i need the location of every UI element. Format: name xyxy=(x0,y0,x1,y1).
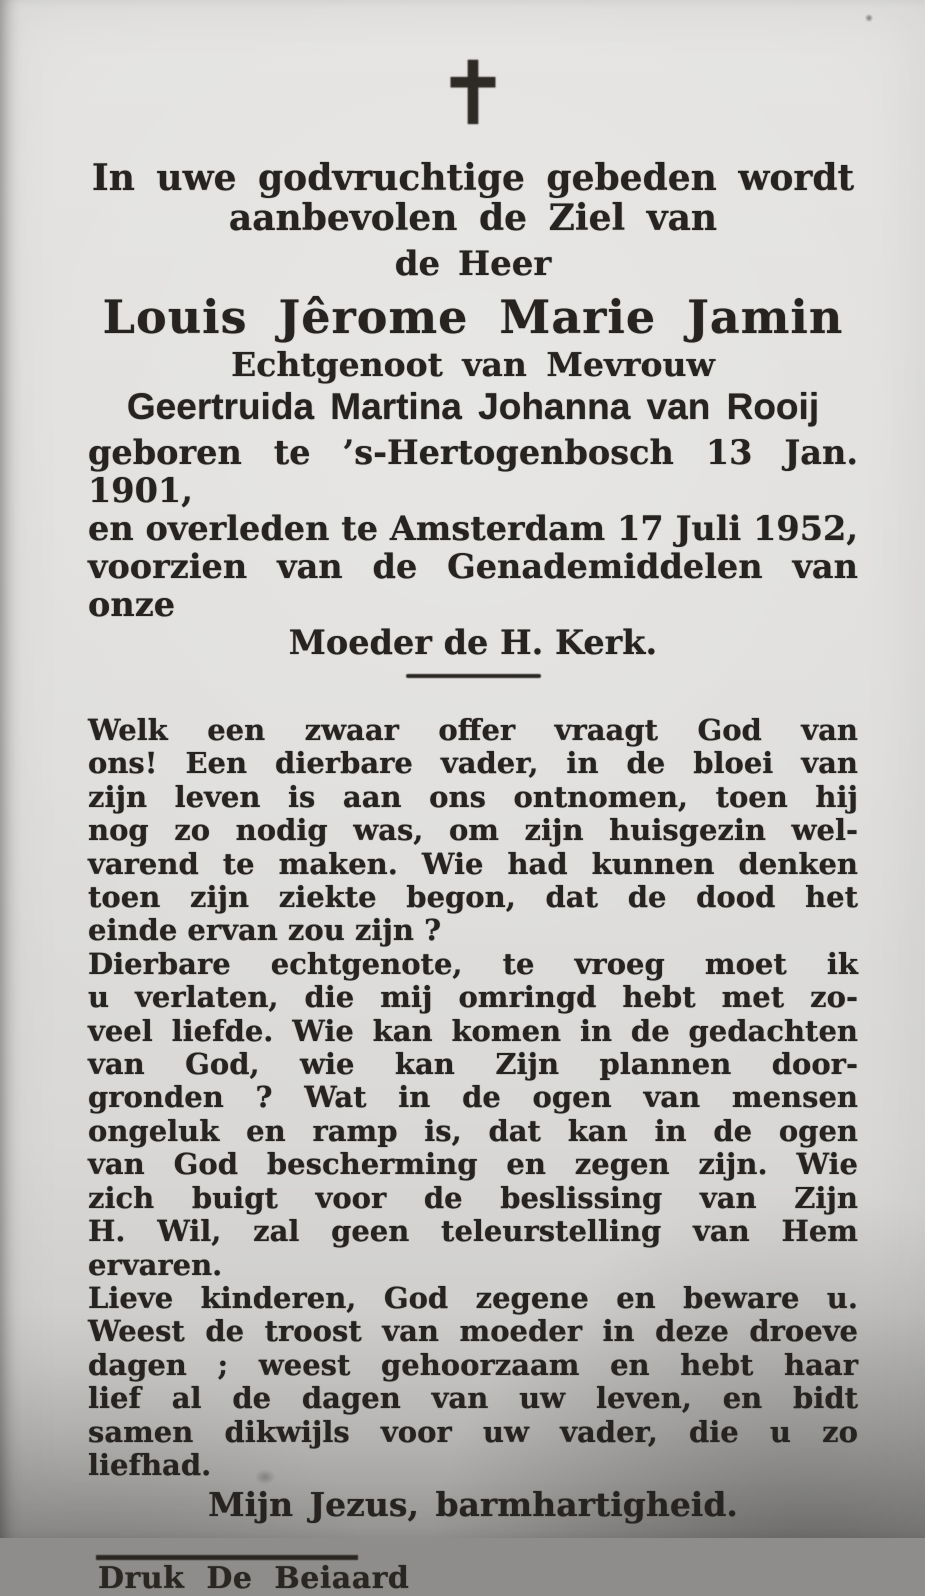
deceased-name: Louis Jêrome Marie Jamin xyxy=(102,290,844,344)
prayer-intro-line: aanbevolen de Ziel van xyxy=(228,197,718,239)
eulogy-line: lief al de dagen van uw leven, en bidt xyxy=(88,1381,858,1416)
birth-death-line: en overleden te Amsterdam 17 Juli 1952, xyxy=(88,509,858,548)
eulogy-line: veel liefde. Wie kan komen in de gedachten xyxy=(88,1013,858,1048)
footer-rule xyxy=(96,1555,358,1560)
spouse-name: Geertruida Martina Johanna van Rooij xyxy=(126,386,820,427)
eulogy-line: liefhad. xyxy=(88,1447,212,1482)
printer-footer xyxy=(88,1555,858,1596)
eulogy-line: ons! Een dierbare vader, in de bloei van xyxy=(88,746,858,781)
birth-death-line: voorzien van de Genademiddelen van onze xyxy=(88,547,858,624)
eulogy-line: Weest de troost van moeder in deze droeve xyxy=(88,1314,858,1349)
eulogy-line: ongeluk en ramp is, dat kan in de ogen xyxy=(88,1113,858,1148)
section-divider xyxy=(406,674,541,678)
eulogy-line: samen dikwijls voor uw vader, die u zo xyxy=(88,1414,858,1449)
eulogy-line: van God bescherming en zegen zijn. Wie xyxy=(88,1147,858,1182)
prayer-intro-line: In uwe godvruchtige gebeden wordt xyxy=(91,157,855,199)
eulogy-line: Dierbare echtgenote, te vroeg moet ik xyxy=(88,946,858,981)
spouse-intro: Echtgenoot van Mevrouw xyxy=(231,345,715,384)
eulogy-line: Welk een zwaar offer vraagt God van xyxy=(88,713,858,747)
eulogy-line: ervaren. xyxy=(88,1247,223,1282)
eulogy-line: nog zo nodig was, om zijn huisgezin wel- xyxy=(88,813,858,848)
eulogy-line: Lieve kinderen, God zegene en beware u. xyxy=(88,1280,858,1315)
eulogy-line: zich buigt voor de beslissing van Zijn xyxy=(88,1180,858,1215)
birth-death-block xyxy=(88,434,858,662)
birth-death-line: geboren te ’s-Hertogenbosch 13 Jan. 1901, xyxy=(88,433,858,510)
eulogy-line: toen zijn ziekte begon, dat de dood het xyxy=(88,880,858,915)
eulogy-line: u verlaten, die mij omringd hebt met zo- xyxy=(88,980,858,1015)
title-prefix: de Heer xyxy=(394,244,552,284)
prayer-intro xyxy=(88,158,858,238)
eulogy-line: einde ervan zou zijn ? xyxy=(88,913,442,948)
eulogy-text xyxy=(88,714,858,1482)
printer-name: Druk De Beiaard xyxy=(98,1561,410,1596)
eulogy-line: gronden ? Wat in de ogen van mensen xyxy=(88,1080,858,1115)
eulogy-line: zijn leven is aan ons ontnomen, toen hij xyxy=(88,779,858,814)
latin-cross-icon: ✝ xyxy=(436,42,510,145)
closing-prayer: Mijn Jezus, barmhartigheid. xyxy=(208,1485,738,1525)
birth-death-line: Moeder de H. Kerk. xyxy=(288,623,658,662)
memorial-card xyxy=(88,0,858,1596)
eulogy-line: van God, wie kan Zijn plannen door- xyxy=(88,1047,858,1082)
eulogy-line: varend te maken. Wie had kunnen denken xyxy=(88,846,858,881)
eulogy-line: dagen ; weest gehoorzaam en hebt haar xyxy=(88,1347,858,1382)
eulogy-line: H. Wil, zal geen teleurstelling van Hem xyxy=(88,1214,858,1249)
